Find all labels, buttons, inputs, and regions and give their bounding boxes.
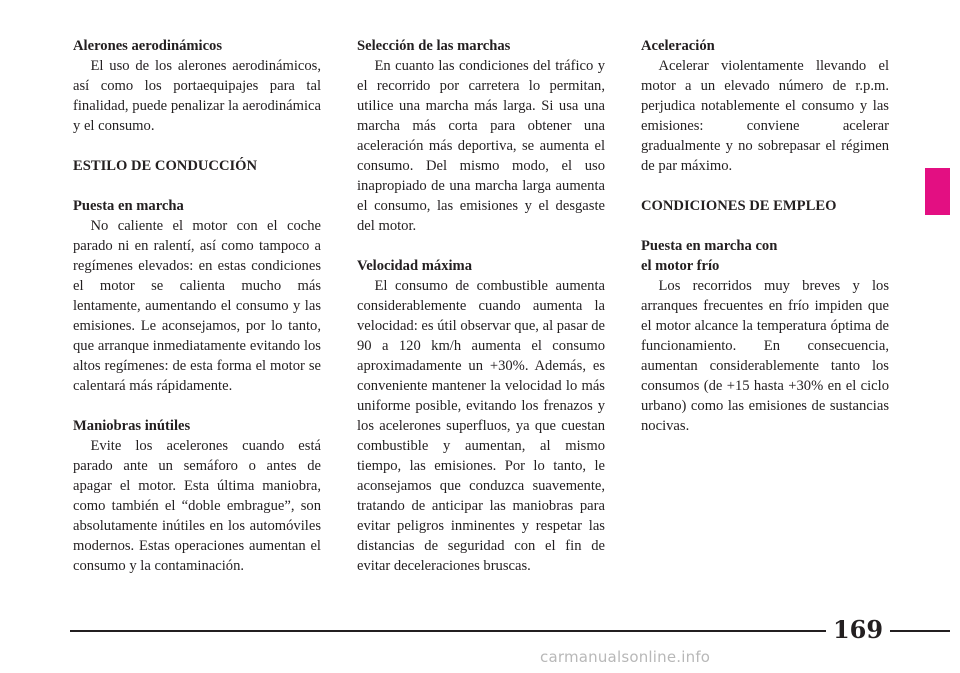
spacer [73,136,321,156]
watermark-text: carmanualsonline.info [540,648,711,666]
text-column-right [641,36,889,436]
subsection-heading: el motor frío [641,258,720,274]
subsection-heading: Maniobras inútiles [73,418,191,434]
body-paragraph: El consumo de combustible aumenta considerablemente cuando aumenta la velocidad: es útil observar que, al pasar de 90 a 120 km/h aumenta el consumo aproximadamente un +30%. Además, es conveniente mantener la velocidad lo más uniforme posible, evitando los frenazos y los acelerones superfluos, ya que cuestan combustible y aumentan, al mismo tiempo, las emisiones. Por lo tanto, le aconsejamos que conduzca suavemente, tratando de anticipar las maniobras para evitar peligros inminentes y respetar las distancias de seguridad con el fin de evitar deceleraciones bruscas. [357,278,606,574]
body-paragraph: Evite los acelerones cuando está parado ante un semáforo o antes de apagar el motor. Esta última maniobra, como también el “doble embrague”, son absolutamente inútiles en los automóviles modernos. Estas operaciones aumentan el consumo y la contaminación. [73,438,321,574]
body-paragraph: No caliente el motor con el coche parado ni en ralentí, así como tampoco a regímenes elevados: en estas condiciones el motor se calienta mucho más lentamente, aumentando el consumo y las emisiones. Le aconsejamos, por lo tanto, que arranque inmediatamente evitando los altos regímenes: de esta forma el motor se calentará más rápidamente. [73,218,321,394]
spacer [73,176,321,196]
spacer [357,236,605,256]
body-paragraph: Los recorridos muy breves y los arranques frecuentes en frío impiden que el motor alcance la temperatura óptima de funcionamiento. En consecuencia, aumentan considerablemente tanto los consumos (de +15 hasta +30% en el ciclo urbano) como las emisiones de sustancias nocivas. [641,278,889,434]
spacer [641,216,889,236]
subsection-heading: Alerones aerodinámicos [73,38,223,54]
section-tab-marker [925,168,950,215]
section-heading: ESTILO DE CONDUCCIÓN [73,158,258,174]
subsection-heading: Puesta en marcha [73,198,184,214]
section-heading: CONDICIONES DE EMPLEO [641,198,837,214]
footer-rule-right [890,630,950,632]
spacer [73,396,321,416]
text-column-middle [357,36,605,576]
footer-rule-left [70,630,826,632]
page-number: 169 [832,615,884,644]
subsection-heading: Aceleración [641,38,715,54]
spacer [641,176,889,196]
subsection-heading: Selección de las marchas [357,38,511,54]
subsection-heading: Puesta en marcha con [641,238,778,254]
body-paragraph: En cuanto las condiciones del tráfico y el recorrido por carretera lo permitan, utilice una marcha más larga. Si usa una marcha más corta para obtener una aceleración más deportiva, se aumenta el consumo. Del mismo modo, el uso inapropiado de una marcha larga aumenta el consumo, las emisiones y el desgaste del motor. [357,58,605,234]
text-column-left [73,36,321,576]
body-paragraph: Acelerar violentamente llevando el motor a un elevado número de r.p.m. perjudica notablemente el consumo y las emisiones: conviene acelerar gradualmente y no sobrepasar el régimen de par máximo. [641,58,889,174]
subsection-heading: Velocidad máxima [357,258,472,274]
body-paragraph: El uso de los alerones aerodinámicos, así como los portaequipajes para tal finalidad, puede penalizar la aerodinámica y el consumo. [73,58,321,134]
